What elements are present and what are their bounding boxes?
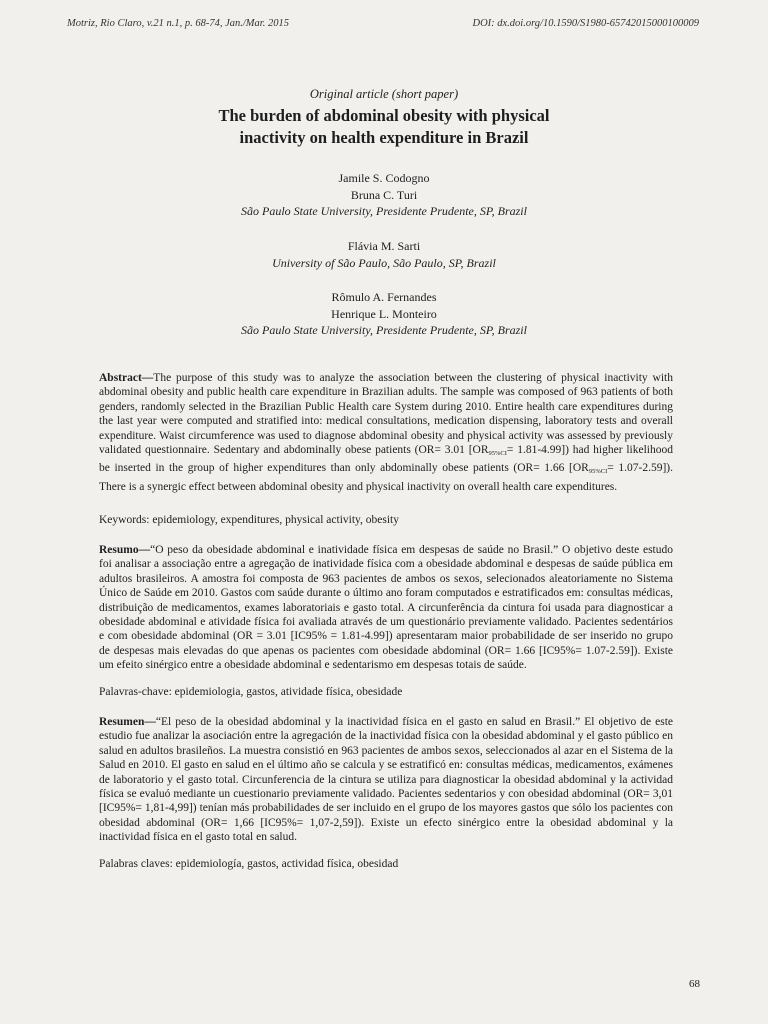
author-name: Flávia M. Sarti <box>347 239 421 253</box>
title-line-2: inactivity on health expenditure in Brazil <box>239 128 529 147</box>
author-group-2 <box>0 238 768 271</box>
author-affiliation: University of São Paulo, São Paulo, SP, Brazil <box>272 255 496 270</box>
author-name: Henrique L. Monteiro <box>331 306 437 321</box>
author-affiliation: São Paulo State University, Presidente Prudente, SP, Brazil <box>241 204 527 218</box>
article-title <box>0 105 768 149</box>
keywords-english: Keywords: epidemiology, expenditures, physical activity, obesity <box>99 514 399 526</box>
author-name: Bruna C. Turi <box>350 187 418 202</box>
abstract-portuguese <box>99 543 673 673</box>
author-name: Rômulo A. Fernandes <box>331 290 437 304</box>
abstract-english <box>99 371 673 494</box>
resumen-label: Resumen— <box>99 716 156 728</box>
article-type: Original article (short paper) <box>309 87 459 101</box>
abstract-spanish <box>99 715 673 845</box>
keywords-portuguese: Palavras-chave: epidemiologia, gastos, atividade física, obesidade <box>99 686 403 698</box>
journal-citation: Motriz, Rio Claro, v.21 n.1, p. 68-74, Jan./Mar. 2015 <box>67 18 289 29</box>
resumo-label: Resumo— <box>99 544 151 556</box>
author-group-1 <box>0 170 768 220</box>
author-name: Jamile S. Codogno <box>338 171 430 185</box>
subscript-ci: 95%CI <box>488 450 507 458</box>
subscript-ci: 95%CI <box>588 468 608 476</box>
abstract-label: Abstract— <box>99 372 154 384</box>
resumen-text: “El peso de la obesidad abdominal y la inactividad física en el gasto en salud en Brasil.” El objetivo de este estudio fue analizar la asociación entre la agregación de la inactividad física con la obesidad abdominal y el gasto público en salud en adultos brasileños. La muestra consistió en 963 pacientes de ambos sexos, seleccionados al azar en el Sistema de la Salud en 2010. El gasto en salud en el último año se calcula y se estratificó en: consultas médicas, medicamentos, exámenes de laboratorio y el gasto total. Circunferencia de la cintura se utiliza para diagnosticar la obesidad abdominal y la actividad física se evaluó mediante un cuestionario previamente validado. Pacientes sedentarios y con obesidad abdominal (OR= 3,01 [IC95%= 1,81-4,99]) tenían más probabilidades de ser incluido en el grupo de los mayores gastos que sólo los pacientes con obesidad abdominal (OR= 1,66 [IC95%= 1,07-2,59]). Existe un efecto sinérgico entre la obesidad abdominal y la inactividad física en el gasto total en salud. <box>99 716 673 844</box>
author-affiliation: São Paulo State University, Presidente Prudente, SP, Brazil <box>241 323 527 337</box>
keywords-spanish: Palabras claves: epidemiología, gastos, actividad física, obesidad <box>99 858 399 870</box>
abstract-text-part-3: = 1.07-2.59]). There is a synergic effect between abdominal obesity and physical inactivity on overall health care expenditures. <box>99 462 673 493</box>
doi-link[interactable]: DOI: dx.doi.org/10.1590/S1980-65742015000100009 <box>472 18 699 29</box>
title-line-1: The burden of abdominal obesity with physical <box>218 106 550 125</box>
abstract-text-part-1: The purpose of this study was to analyze the association between the clustering of physical inactivity with abdominal obesity and public health care expenditure in Brazilian adults. The sample was composed of 963 patients of both genders, randomly selected in the Brazilian Public Health care System during 2010. Entire health care expenditures during the last year were computed and stratified into: medical consultations, medication dispensing, laboratory tests and overall expenditure. Waist circumference was used to diagnose abdominal obesity and physical activity was assessed by previously validated questionnaire. Sedentary and abdominally obese patients (OR= 3.01 [OR <box>99 372 673 457</box>
page-number: 68 <box>689 978 700 990</box>
abstract-text-part-2: = 1.81-4.99]) had higher likelihood be inserted in the group of higher expenditures than only abdominally obese patients (OR= 1.66 [OR <box>99 444 673 475</box>
author-group-3 <box>0 289 768 339</box>
resumo-text: “O peso da obesidade abdominal e inatividade física em despesas de saúde no Brasil.” O objetivo deste estudo foi analisar a associação entre a agregação de inatividade física com a obesidade abdominal e despesas de saúde pública em adultos brasileiros. A amostra foi composta de 963 pacientes de ambos os sexos, selecionados aleatoriamente no Sistema Único de Saúde em 2010. Gastos com saúde durante o último ano foram computados e estratificados em: consultas médicas, distribuição de medicamentos, exames laboratoriais e gasto total. A circunferência da cintura foi usada para diagnosticar a obesidade abdominal e atividade física foi avaliada através de um questionário previamente validado. Pacientes sedentários e com obesidade abdominal (OR = 3.01 [IC95% = 1.81-4.99]) apresentaram maior probabilidade de ser inserido no grupo de despesas mais elevadas do que apenas os pacientes com obesidade abdominal (OR= 1.66 [IC95%= 1.07-2.59]). Existe um efeito sinérgico entre a obesidade abdominal e sedentarismo em despesas totais de saúde. <box>99 544 673 672</box>
